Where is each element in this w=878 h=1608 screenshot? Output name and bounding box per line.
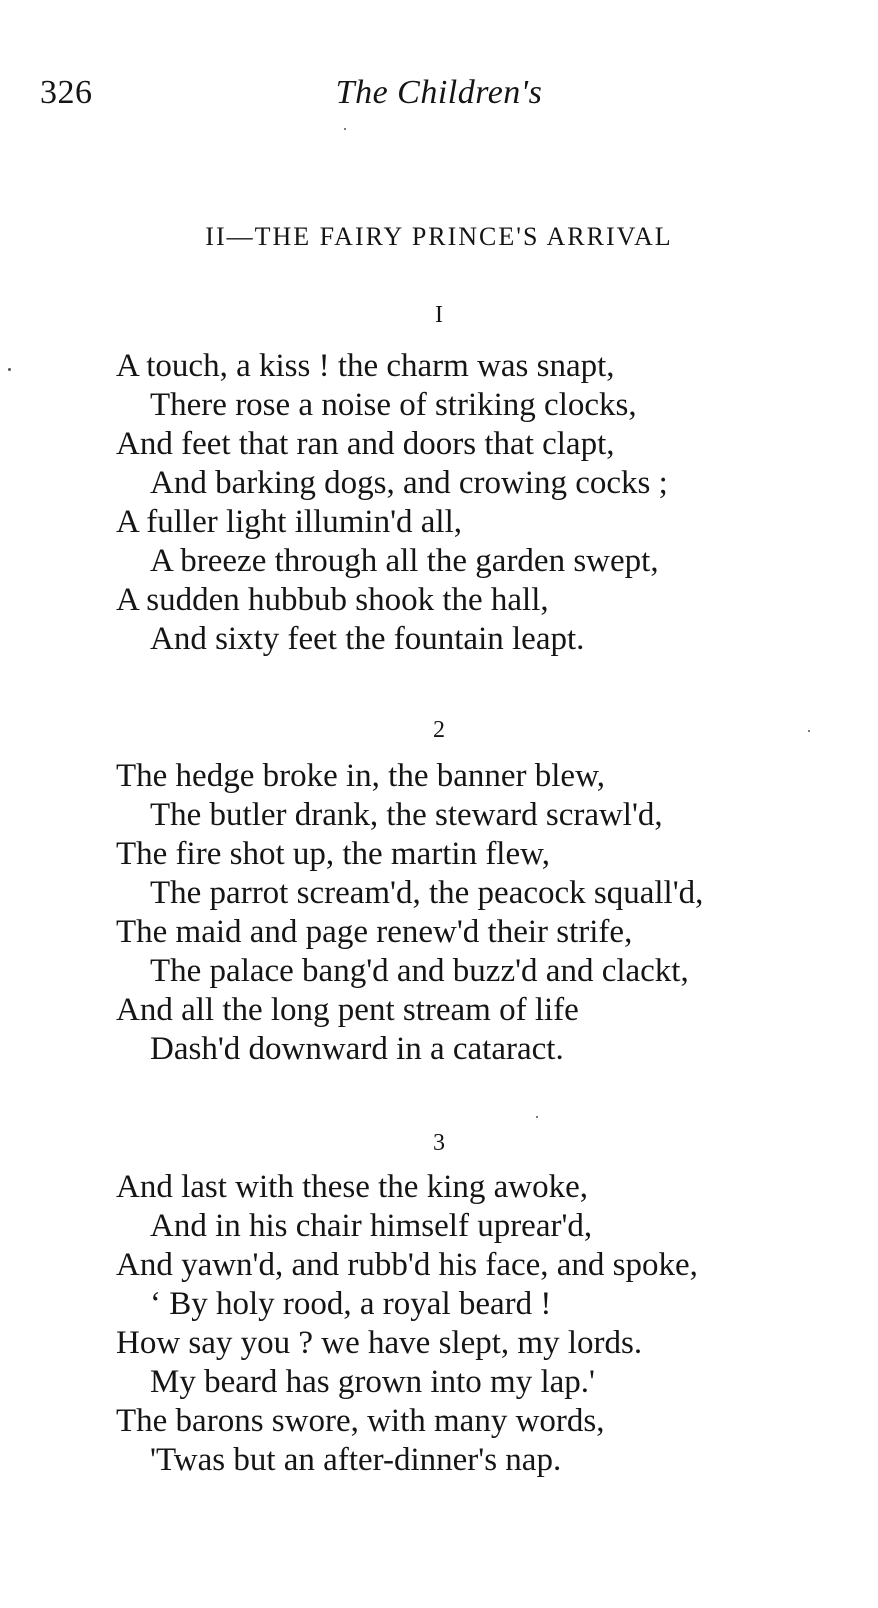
verse-line: The palace bang'd and buzz'd and clackt, (150, 953, 689, 989)
stanza-number: 2 (433, 717, 445, 743)
verse-line: ‘ By holy rood, a royal beard ! (150, 1286, 552, 1322)
verse-line: There rose a noise of striking clocks, (150, 387, 637, 423)
stanza (116, 1168, 698, 1480)
verse-line: The parrot scream'd, the peacock squall'd, (150, 875, 704, 911)
verse-line: The fire shot up, the martin flew, (116, 836, 551, 872)
stanza-number: 3 (433, 1130, 445, 1156)
verse-line: How say you ? we have slept, my lords. (116, 1325, 643, 1361)
verse-line: And last with these the king awoke, (116, 1169, 588, 1205)
verse-line: The maid and page renew'd their strife, (116, 914, 633, 950)
scan-speck (536, 1116, 538, 1118)
verse-line: My beard has grown into my lap.' (150, 1364, 595, 1400)
stanza-number: I (435, 302, 443, 328)
verse-line: And in his chair himself uprear'd, (150, 1208, 593, 1244)
verse-line: A fuller light illumin'd all, (116, 504, 463, 540)
verse-line: And sixty feet the fountain leapt. (150, 621, 585, 657)
stanza (116, 347, 668, 659)
section-title: II—THE FAIRY PRINCE'S ARRIVAL (205, 222, 673, 251)
verse-line: And feet that ran and doors that clapt, (116, 426, 615, 462)
page-number: 326 (40, 74, 93, 111)
running-head: The Children's (335, 74, 543, 111)
verse-line: A touch, a kiss ! the charm was snapt, (116, 348, 615, 384)
scan-speck (344, 128, 346, 130)
verse-line: Dash'd downward in a cataract. (150, 1031, 564, 1067)
verse-line: A breeze through all the garden swept, (150, 543, 659, 579)
stanza (116, 757, 703, 1069)
verse-line: A sudden hubbub shook the hall, (116, 582, 549, 618)
verse-line: The hedge broke in, the banner blew, (116, 758, 606, 794)
scan-speck (808, 730, 810, 732)
verse-line: 'Twas but an after-dinner's nap. (150, 1442, 562, 1478)
verse-line: The barons swore, with many words, (116, 1403, 605, 1439)
verse-line: And yawn'd, and rubb'd his face, and spoke, (116, 1247, 698, 1283)
verse-line: The butler drank, the steward scrawl'd, (150, 797, 663, 833)
scan-speck (8, 368, 11, 371)
verse-line: And all the long pent stream of life (116, 992, 579, 1028)
verse-line: And barking dogs, and crowing cocks ; (150, 465, 668, 501)
